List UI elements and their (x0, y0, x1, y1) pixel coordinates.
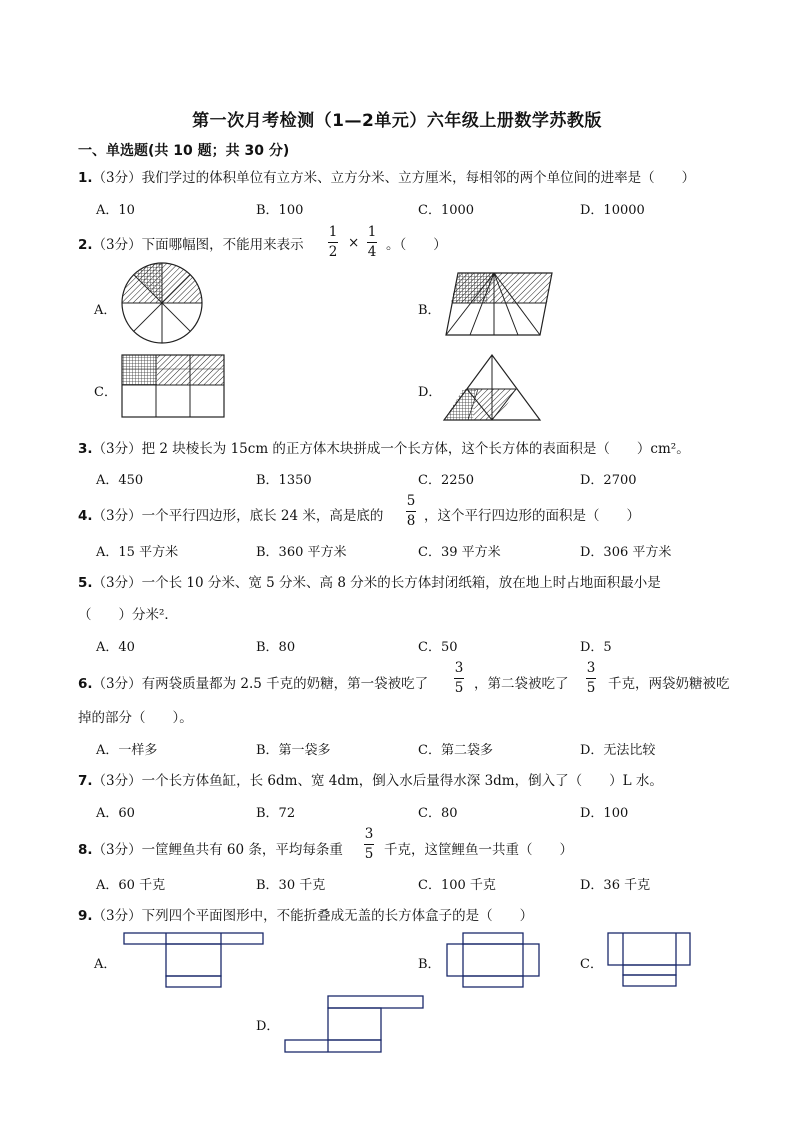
q6-fraction-1: 3 5 (454, 660, 464, 696)
question-6: 6.（3分）有两袋质量都为 2.5 千克的奶糖，第一袋被吃了 (78, 676, 429, 692)
section-heading: 一、单选题(共 10 题；共 30 分) (78, 143, 290, 159)
net-c (608, 933, 690, 986)
q4-option-b[interactable]: B．360 平方米 (256, 545, 347, 560)
question-8-tail: 千克，这筐鲤鱼一共重（ ） (384, 842, 573, 858)
q1-option-b[interactable]: B．100 (256, 203, 304, 218)
net-b (447, 933, 539, 987)
net-d (285, 996, 423, 1052)
q6-option-d[interactable]: D．无法比较 (580, 743, 656, 758)
q3-option-a[interactable]: A．450 (96, 473, 144, 488)
times-sign: × (348, 235, 360, 251)
q2-option-a[interactable]: A． (94, 303, 117, 318)
q7-option-b[interactable]: B．72 (256, 806, 296, 821)
question-9: 9.（3分）下列四个平面图形中，不能折叠成无盖的长方体盒子的是（ ） (78, 908, 534, 924)
q9-option-d[interactable]: D． (256, 1019, 280, 1034)
q5-option-d[interactable]: D．5 (580, 640, 612, 655)
q9-option-c[interactable]: C． (580, 957, 603, 972)
q8-option-a[interactable]: A．60 千克 (96, 878, 166, 893)
question-3: 3.（3分）把 2 块棱长为 15cm 的正方体木块拼成一个长方体，这个长方体的表面积是（ ）cm²。 (78, 441, 690, 457)
q3-option-c[interactable]: C．2250 (418, 473, 475, 488)
q3-option-b[interactable]: B．1350 (256, 473, 312, 488)
q8-option-d[interactable]: D．36 千克 (580, 878, 651, 893)
question-2-tail: 。（ ） (386, 237, 447, 253)
q2-fraction-half: 1 2 (328, 224, 338, 260)
question-2: 2.（3分）下面哪幅图，不能用来表示 (78, 237, 304, 253)
q1-option-a[interactable]: A．10 (96, 203, 135, 218)
q2-fraction-quarter: 1 4 (367, 224, 377, 260)
q2-option-c[interactable]: C． (94, 385, 117, 400)
question-4-tail: ，这个平行四边形的面积是（ ） (424, 508, 640, 524)
q4-fraction: 5 8 (406, 493, 416, 529)
q1-option-c[interactable]: C．1000 (418, 203, 475, 218)
q6-fraction-2: 3 5 (586, 660, 596, 696)
question-6-line2: 掉的部分（ ）。 (78, 710, 193, 726)
q7-option-c[interactable]: C．80 (418, 806, 458, 821)
q1-option-d[interactable]: D．10000 (580, 203, 645, 218)
q9-option-a[interactable]: A． (94, 957, 117, 972)
question-5: 5.（3分）一个长 10 分米、宽 5 分米、高 8 分米的长方体封闭纸箱，放在地上时占地面积最小是 (78, 575, 661, 591)
q7-option-a[interactable]: A．60 (96, 806, 135, 821)
q6-option-a[interactable]: A．一样多 (96, 743, 158, 758)
question-5-line2: （ ）分米²． (78, 607, 178, 623)
question-1: 1.（3分）我们学过的体积单位有立方米、立方分米、立方厘米，每相邻的两个单位间的进率是（ ） (78, 170, 696, 186)
net-a (124, 933, 263, 987)
q6-option-b[interactable]: B．第一袋多 (256, 743, 331, 758)
q5-option-b[interactable]: B．80 (256, 640, 296, 655)
question-6-tail: 千克，两袋奶糖被吃 (608, 676, 730, 692)
q8-fraction: 3 5 (364, 826, 374, 862)
q8-option-b[interactable]: B．30 千克 (256, 878, 326, 893)
question-8: 8.（3分）一筐鲤鱼共有 60 条，平均每条重 (78, 842, 343, 858)
q8-option-c[interactable]: C．100 千克 (418, 878, 496, 893)
q3-option-d[interactable]: D．2700 (580, 473, 637, 488)
question-7: 7.（3分）一个长方体鱼缸，长 6dm、宽 4dm，倒入水后量得水深 3dm，倒入了（ ）L 水。 (78, 773, 663, 789)
q7-option-d[interactable]: D．100 (580, 806, 629, 821)
question-6-mid: ，第二袋被吃了 (474, 676, 569, 692)
q4-option-c[interactable]: C．39 平方米 (418, 545, 501, 560)
question-4: 4.（3分）一个平行四边形，底长 24 米，高是底的 (78, 508, 384, 524)
page-title: 第一次月考检测（1—2单元）六年级上册数学苏教版 (192, 111, 602, 131)
q2-option-d[interactable]: D． (418, 385, 442, 400)
q5-option-a[interactable]: A．40 (96, 640, 135, 655)
q6-option-c[interactable]: C．第二袋多 (418, 743, 493, 758)
q5-option-c[interactable]: C．50 (418, 640, 458, 655)
q4-option-a[interactable]: A．15 平方米 (96, 545, 179, 560)
q2-option-b[interactable]: B． (418, 303, 441, 318)
q4-option-d[interactable]: D．306 平方米 (580, 545, 672, 560)
q9-option-b[interactable]: B． (418, 957, 441, 972)
